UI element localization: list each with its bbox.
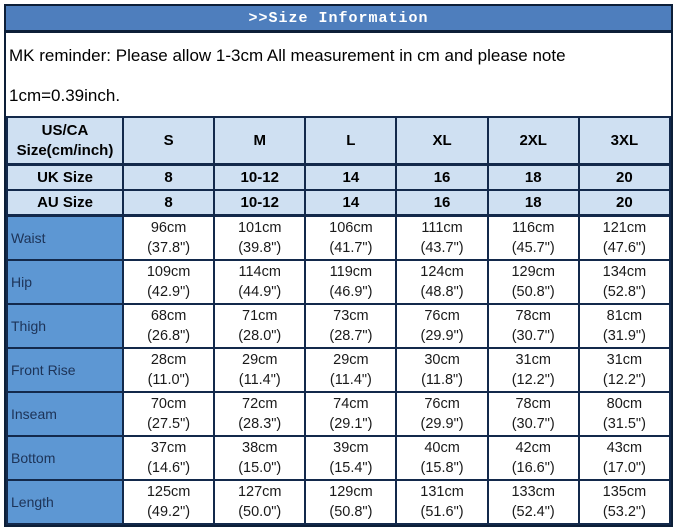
measurement-label: Front Rise [7, 348, 123, 392]
reminder-line-2: 1cm=0.39inch. [9, 86, 121, 105]
measurement-label: Length [7, 480, 123, 524]
size-row-label: UK Size [7, 165, 123, 191]
value-cm: 31cm [515, 352, 551, 368]
size-column-header: L [305, 117, 396, 165]
value-inch: (46.9") [329, 284, 373, 300]
size-chart-panel [4, 4, 673, 527]
size-table [6, 116, 671, 525]
value-cm: 125cm [146, 484, 191, 500]
measurement-value-cell [305, 348, 396, 392]
measurement-value-cell [305, 216, 396, 261]
measurement-value-cell [579, 348, 670, 392]
value-inch: (15.4") [329, 460, 373, 476]
measurement-label: Thigh [7, 304, 123, 348]
value-inch: (29.1") [329, 416, 373, 432]
measurement-value-cell [579, 216, 670, 261]
value-cm: 109cm [146, 264, 191, 280]
size-value-cell: 8 [123, 190, 214, 216]
measurement-value-cell [396, 260, 487, 304]
corner-line-1: US/CA [41, 121, 89, 139]
value-cm: 28cm [150, 352, 187, 368]
measurement-row [7, 304, 670, 348]
measurement-label: Waist [7, 216, 123, 261]
measurement-row [7, 260, 670, 304]
reminder-line-1: MK reminder: Please allow 1-3cm All measurement in cm and please note [9, 46, 566, 65]
size-column-header: M [214, 117, 305, 165]
value-inch: (11.4") [238, 372, 281, 388]
value-cm: 124cm [420, 264, 464, 280]
value-cm: 37cm [150, 440, 187, 456]
measurement-value-cell [123, 436, 214, 480]
measurement-value-cell [579, 260, 670, 304]
measurement-value-cell [396, 392, 487, 436]
measurement-row [7, 216, 670, 261]
value-inch: (42.9") [147, 284, 191, 300]
measurement-value-cell [579, 480, 670, 524]
value-inch: (52.4") [511, 504, 555, 520]
value-inch: (28.3") [238, 416, 282, 432]
value-inch: (11.4") [329, 372, 372, 388]
value-inch: (49.2") [147, 504, 191, 520]
value-inch: (30.7") [511, 328, 555, 344]
measurement-value-cell [396, 436, 487, 480]
value-cm: 72cm [242, 396, 278, 412]
value-inch: (15.0") [238, 460, 282, 476]
value-cm: 135cm [602, 484, 647, 500]
value-inch: (31.9") [602, 328, 646, 344]
value-cm: 129cm [511, 264, 555, 280]
size-value-cell: 10-12 [214, 165, 305, 191]
measurement-value-cell [123, 216, 214, 261]
value-cm: 101cm [237, 220, 282, 236]
measurement-value-cell [396, 304, 487, 348]
value-inch: (47.6") [602, 240, 646, 256]
reminder-note [6, 33, 671, 116]
value-cm: 70cm [150, 396, 187, 412]
size-value-cell: 14 [305, 190, 396, 216]
value-inch: (50.0") [238, 504, 282, 520]
value-inch: (15.8") [420, 460, 464, 476]
page-title: >>Size Information [248, 9, 429, 27]
value-inch: (28.0") [238, 328, 282, 344]
measurement-label: Inseam [7, 392, 123, 436]
measurement-value-cell [123, 480, 214, 524]
value-inch: (52.8") [602, 284, 646, 300]
measurement-value-cell [579, 436, 670, 480]
value-cm: 38cm [242, 440, 278, 456]
measurement-value-cell [396, 480, 487, 524]
measurement-value-cell [305, 480, 396, 524]
value-cm: 129cm [329, 484, 373, 500]
value-inch: (12.2") [511, 372, 555, 388]
measurement-row [7, 436, 670, 480]
measurement-label: Bottom [7, 436, 123, 480]
value-cm: 81cm [606, 308, 643, 324]
value-cm: 73cm [333, 308, 369, 324]
title-bar [6, 6, 671, 33]
value-cm: 76cm [424, 308, 460, 324]
value-inch: (12.2") [602, 372, 646, 388]
size-value-cell: 10-12 [214, 190, 305, 216]
value-inch: (29.9") [420, 328, 464, 344]
value-inch: (48.8") [420, 284, 464, 300]
value-cm: 134cm [602, 264, 647, 280]
measurement-value-cell [488, 304, 579, 348]
measurement-value-cell [305, 392, 396, 436]
measurement-value-cell [214, 480, 305, 524]
value-inch: (31.5") [602, 416, 646, 432]
value-cm: 30cm [424, 352, 460, 368]
value-cm: 131cm [420, 484, 464, 500]
measurement-value-cell [123, 260, 214, 304]
measurement-value-cell [579, 392, 670, 436]
measurement-value-cell [396, 348, 487, 392]
value-cm: 121cm [602, 220, 647, 236]
size-value-cell: 20 [579, 190, 670, 216]
measurement-value-cell [305, 304, 396, 348]
measurement-value-cell [488, 392, 579, 436]
value-cm: 29cm [242, 352, 278, 368]
size-value-cell: 16 [396, 190, 487, 216]
value-cm: 31cm [606, 352, 643, 368]
value-inch: (39.8") [238, 240, 282, 256]
value-inch: (16.6") [511, 460, 555, 476]
value-cm: 42cm [515, 440, 551, 456]
value-inch: (51.6") [420, 504, 464, 520]
value-cm: 96cm [150, 220, 187, 236]
value-cm: 119cm [329, 264, 373, 280]
value-inch: (43.7") [420, 240, 464, 256]
measurement-value-cell [214, 260, 305, 304]
size-header-corner [7, 117, 123, 165]
value-cm: 43cm [606, 440, 643, 456]
value-cm: 68cm [150, 308, 187, 324]
value-cm: 74cm [333, 396, 369, 412]
value-inch: (11.0") [147, 372, 190, 388]
value-cm: 78cm [515, 396, 551, 412]
value-inch: (45.7") [511, 240, 555, 256]
value-cm: 29cm [333, 352, 369, 368]
size-header-row [7, 117, 670, 165]
value-cm: 39cm [333, 440, 369, 456]
size-row [7, 165, 670, 191]
size-column-header: 2XL [488, 117, 579, 165]
value-inch: (41.7") [329, 240, 373, 256]
value-cm: 116cm [511, 220, 555, 236]
size-value-cell: 18 [488, 190, 579, 216]
measurement-row [7, 480, 670, 524]
measurement-value-cell [488, 480, 579, 524]
size-value-cell: 18 [488, 165, 579, 191]
value-inch: (50.8") [329, 504, 373, 520]
size-column-header: S [123, 117, 214, 165]
size-column-header: XL [396, 117, 487, 165]
measurement-value-cell [123, 348, 214, 392]
value-cm: 40cm [424, 440, 460, 456]
value-cm: 76cm [424, 396, 460, 412]
value-inch: (44.9") [238, 284, 282, 300]
size-value-cell: 14 [305, 165, 396, 191]
measurement-value-cell [123, 304, 214, 348]
measurement-value-cell [214, 348, 305, 392]
size-value-cell: 8 [123, 165, 214, 191]
value-inch: (27.5") [147, 416, 191, 432]
measurement-value-cell [488, 260, 579, 304]
size-row [7, 190, 670, 216]
corner-line-2: Size(cm/inch) [16, 141, 114, 159]
value-inch: (53.2") [602, 504, 646, 520]
size-value-cell: 20 [579, 165, 670, 191]
measurement-value-cell [488, 216, 579, 261]
measurement-value-cell [214, 392, 305, 436]
measurement-value-cell [305, 436, 396, 480]
value-cm: 114cm [238, 264, 281, 280]
value-cm: 80cm [606, 396, 643, 412]
value-inch: (50.8") [511, 284, 555, 300]
size-value-cell: 16 [396, 165, 487, 191]
value-inch: (26.8") [147, 328, 191, 344]
value-inch: (30.7") [511, 416, 555, 432]
value-inch: (29.9") [420, 416, 464, 432]
value-inch: (11.8") [421, 372, 464, 388]
measurement-value-cell [214, 216, 305, 261]
value-cm: 106cm [329, 220, 373, 236]
measurement-row [7, 392, 670, 436]
measurement-value-cell [579, 304, 670, 348]
size-column-header: 3XL [579, 117, 670, 165]
measurement-value-cell [488, 436, 579, 480]
value-cm: 78cm [515, 308, 551, 324]
value-inch: (28.7") [329, 328, 373, 344]
measurement-value-cell [396, 216, 487, 261]
measurement-value-cell [214, 304, 305, 348]
value-cm: 133cm [511, 484, 555, 500]
measurement-row [7, 348, 670, 392]
size-row-label: AU Size [7, 190, 123, 216]
value-inch: (37.8") [147, 240, 191, 256]
value-inch: (14.6") [147, 460, 191, 476]
measurement-value-cell [123, 392, 214, 436]
measurement-value-cell [305, 260, 396, 304]
value-inch: (17.0") [602, 460, 646, 476]
measurement-value-cell [214, 436, 305, 480]
value-cm: 111cm [421, 220, 463, 236]
measurement-value-cell [488, 348, 579, 392]
value-cm: 71cm [242, 308, 278, 324]
measurement-label: Hip [7, 260, 123, 304]
value-cm: 127cm [237, 484, 282, 500]
